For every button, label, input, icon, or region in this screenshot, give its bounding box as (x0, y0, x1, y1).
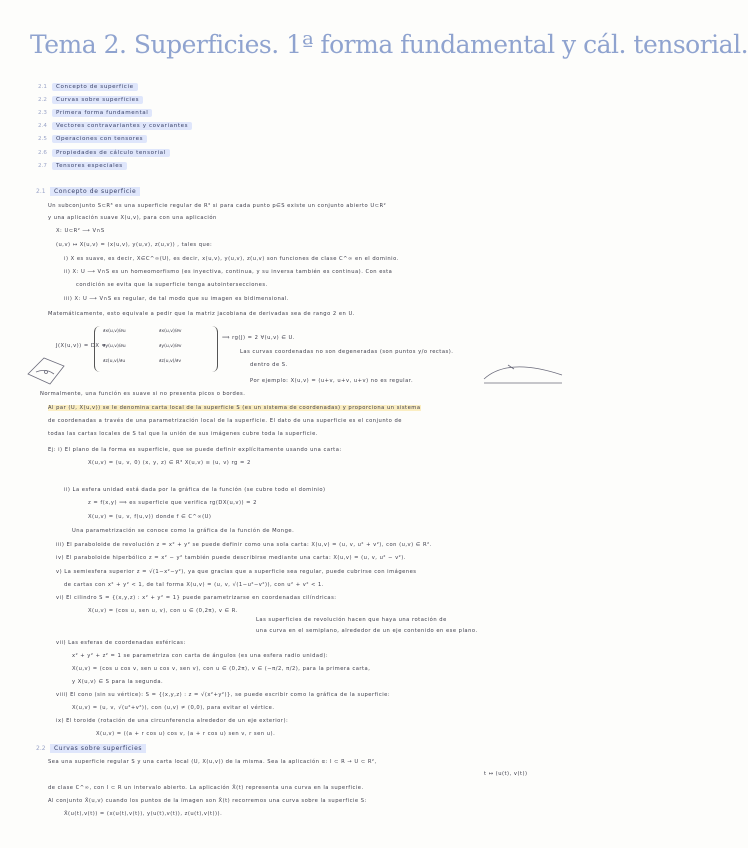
toc-label: Operaciones con tensores (52, 135, 147, 143)
toc-item (38, 133, 278, 146)
text-line: de coordenadas a través de una parametrización local de la superficie. El dato de una superficie es el conjunto de (48, 418, 402, 424)
toc-number: 2.2 (38, 96, 47, 103)
text-line: v) La semiesfera superior z = √(1−x²−y²), ya que gracias que a superficie sea regular, puede cubrirse con imágenes (56, 569, 417, 575)
text-line: X(u,v) = ((a + r cos u) cos v, (a + r cos u) sen v, r sen u). (96, 731, 276, 737)
toc-number: 2.1 (38, 83, 47, 90)
toc-label: Tensores especiales (52, 162, 127, 170)
toc-number: 2.3 (38, 109, 47, 116)
toc-item (38, 159, 278, 172)
section-number: 2.2 (36, 745, 46, 752)
section-title: Concepto de superficie (50, 187, 140, 196)
text-line: condición se evita que la superficie tenga autointersecciones. (76, 282, 268, 288)
section-heading (36, 744, 146, 753)
text-line: iii) El paraboloide de revolución z = x² + y² se puede definir como una sola carta: X(u,v) = (u, v, u² + v²), con (u,v) ∈ R². (56, 542, 432, 548)
text-line: ix) El toroide (rotación de una circunferencia alrededor de un eje exterior): (56, 718, 289, 724)
matrix-cell: ∂x(u,v)/∂u (103, 329, 126, 334)
toc-label: Curvas sobre superficies (52, 96, 143, 104)
text-line: ii) La esfera unidad está dada por la gráfica de la función (se cubre todo el dominio) (64, 487, 326, 493)
text-line: y X(u,v) ∈ S para la segunda. (72, 679, 164, 685)
text-line: X(u,v) = (cos u cos v, sen u cos v, sen v), con u ∈ (0,2π), v ∈ (−π/2, π/2), para la primera carta, (72, 666, 371, 672)
matrix-cell: ∂z(u,v)/∂v (159, 359, 182, 364)
text-line: Sea una superficie regular S y una carta local (U, X(u,v)) de la misma. Sea la aplicación α: I ⊂ R → U ⊂ R², (48, 759, 377, 765)
text-line: iii) X: U ⟶ V∩S es regular, de tal modo que su imagen es bidimensional. (64, 296, 290, 302)
highlighted-line: Al par (U, X(u,v)) se le denomina carta local de la superficie S (es un sistema de coordenadas) y proporciona un sistema (48, 405, 421, 411)
curve-sketch-icon (478, 355, 568, 385)
section-heading (36, 187, 140, 196)
toc-label: Vectores contravariantes y covariantes (52, 122, 192, 130)
toc-label: Concepto de superficie (52, 83, 138, 91)
text-line: Ej: i) El plano de la forma es superficie, que se puede definir explícitamente usando una carta: (48, 447, 342, 453)
text-line: X: U⊂R² ⟶ V∩S (56, 228, 105, 234)
text-line: de clase C^∞, con I ⊂ R un intervalo abierto. La aplicación X̃(t) representa una curva en la superficie. (48, 785, 364, 791)
matrix-cell: ∂y(u,v)/∂v (159, 344, 182, 349)
text-line: Por ejemplo: X(u,v) = (u+v, u+v, u+v) no es regular. (250, 378, 414, 384)
toc-label: Propiedades de cálculo tensorial (52, 149, 170, 157)
text-line: Las superficies de revolución hacen que haya una rotación de (256, 617, 447, 623)
surface-sketch-icon (20, 352, 70, 390)
text-line: (u,v) ↦ X(u,v) = (x(u,v), y(u,v), z(u,v)) , tales que: (56, 242, 213, 248)
text-line: X(u,v) = (u, v, √(u²+v²)), con (u,v) ≠ (0,0), para evitar el vértice. (72, 705, 275, 711)
page-title: Tema 2. Superficies. 1ª forma fundamental y cál. tensorial. (30, 30, 748, 59)
text-line: Un subconjunto S⊂R³ es una superficie regular de R³ si para cada punto p∈S existe un conjunto abierto U⊂R² (48, 203, 387, 209)
toc-item (38, 93, 278, 106)
text-line: X̃(u(t),v(t)) = (x(u(t),v(t)), y(u(t),v(t)), z(u(t),v(t))). (64, 811, 223, 817)
toc-item (38, 120, 278, 133)
text-line: y una aplicación suave X(u,v), para con una aplicación (48, 215, 217, 221)
jacobian-matrix (94, 326, 218, 372)
text-line: t ↦ (u(t), v(t)) (484, 771, 528, 777)
section-title: Curvas sobre superficies (50, 744, 146, 753)
toc-number: 2.4 (38, 123, 47, 130)
text-line: Al conjunto X̃(u,v) cuando los puntos de la imagen son X̃(t) recorremos una curva sobre la superficie S: (48, 798, 367, 804)
text-line: X(u,v) = (u, v, 0) (x, y, z) ∈ R³ X(u,v) ≡ (u, v) rg = 2 (88, 460, 251, 466)
text-line: Las curvas coordenadas no son degeneradas (son puntos y/o rectas). (240, 349, 454, 355)
toc-item (38, 106, 278, 119)
matrix-cell: ∂x(u,v)/∂v (159, 329, 182, 334)
toc-number: 2.6 (38, 149, 47, 156)
matrix-cell: ∂z(u,v)/∂u (103, 359, 126, 364)
text-line: todas las cartas locales de S tal que la unión de sus imágenes cubre toda la superficie. (48, 431, 318, 437)
text-line: iv) El paraboloide hiperbólico z = x² − y² también puede describirse mediante una carta: X(u,v) = (u, v, u² − v²). (56, 555, 406, 561)
text-line: viii) El cono (sin su vértice): S = {(x,y,z) : z = √(x²+y²)}, se puede escribir como la gráfica de la superficie: (56, 692, 391, 698)
table-of-contents (38, 80, 278, 172)
matrix-cell: ∂y(u,v)/∂u (103, 344, 126, 349)
toc-label: Primera forma fundamental (52, 109, 152, 117)
text-line: z = f(x,y) ⟹ es superficie que verifica rg(DX(u,v)) = 2 (88, 500, 257, 506)
text-line: vii) Las esferas de coordenadas esféricas: (56, 640, 186, 646)
text-line: ii) X: U ⟶ V∩S es un homeomorfismo (es inyectiva, continua, y su inversa también es continua). Con esta (64, 269, 393, 275)
text-line: x² + y² + z² = 1 se parametriza con carta de ángulos (es una esfera radio unidad): (72, 653, 329, 659)
text-line: de cartas con x² + y² < 1, de tal forma X(u,v) = (u, v, √(1−u²−v²)), con u² + v² < 1. (64, 582, 325, 588)
jacobian-label: J(X(u,v)) = DX = (56, 343, 107, 349)
text-line: dentro de S. (250, 362, 288, 368)
text-line: vi) El cilindro S = {(x,y,z) : x² + y² = 1} puede parametrizarse en coordenadas cilíndricas: (56, 595, 337, 601)
text-line: X(u,v) = (u, v, f(u,v)) donde f ∈ C^∞(U) (88, 514, 212, 520)
text-line: Una parametrización se conoce como la gráfica de la función de Monge. (72, 528, 295, 534)
toc-item (38, 146, 278, 159)
text-line: i) X es suave, es decir, X∈C^∞(U), es decir, x(u,v), y(u,v), z(u,v) son funciones de clase C^∞ en el dominio. (64, 256, 399, 262)
toc-number: 2.5 (38, 136, 47, 143)
text-line: ⟹ rg(J) = 2 ∀(u,v) ∈ U. (222, 335, 295, 341)
text-line: X(u,v) = (cos u, sen u, v), con u ∈ (0,2π), v ∈ R. (88, 608, 238, 614)
section-number: 2.1 (36, 188, 46, 195)
text-line: Matemáticamente, esto equivale a pedir que la matriz jacobiana de derivadas sea de rango 2 en U. (48, 311, 355, 317)
text-line: una curva en el semiplano, alrededor de un eje contenido en ese plano. (256, 628, 478, 634)
text-line: Normalmente, una función es suave si no presenta picos o bordes. (40, 391, 246, 397)
toc-item (38, 80, 278, 93)
toc-number: 2.7 (38, 162, 47, 169)
